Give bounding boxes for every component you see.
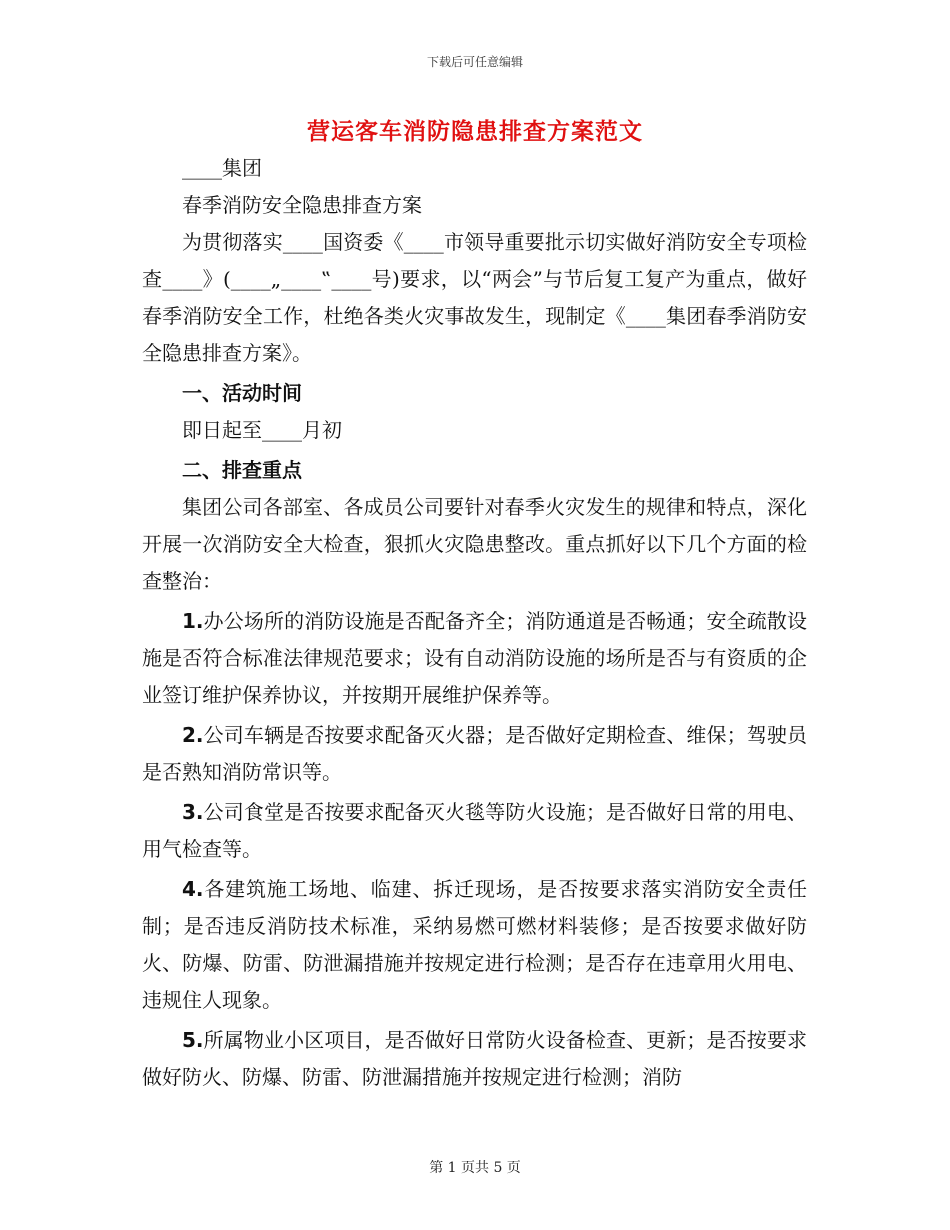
section-intro-inspection-focus: 集团公司各部室、各成员公司要针对春季火灾发生的规律和特点，深化开展一次消防安全大检查，狠抓火灾隐患整改。重点抓好以下几个方面的检查整治： <box>142 495 807 593</box>
list-item-text: 公司车辆是否按要求配备灭火器；是否做好定期检查、维保；驾驶员是否熟知消防常识等。 <box>142 723 807 784</box>
list-item <box>142 717 807 791</box>
list-item <box>142 1022 807 1096</box>
section-heading-inspection-focus: 二、排查重点 <box>182 458 302 482</box>
list-item-text: 公司食堂是否按要求配备灭火毯等防火设施；是否做好日常的用电、用气检查等。 <box>142 800 807 861</box>
section-text-activity-time: 即日起至____月初 <box>182 418 342 442</box>
list-item-number: 2. <box>182 723 204 747</box>
list-item-text: 所属物业小区项目，是否做好日常防火设备检查、更新；是否按要求做好防火、防爆、防雷、防泄漏措施并按规定进行检测；消防 <box>142 1028 807 1089</box>
list-item-number: 5. <box>182 1028 204 1052</box>
list-item-number: 4. <box>182 877 204 901</box>
document-body <box>142 150 807 1096</box>
list-item <box>142 871 807 1019</box>
list-item-number: 1. <box>182 609 204 633</box>
page-footer: 第 1 页共 5 页 <box>429 1160 521 1176</box>
paragraph-plan-name: 春季消防安全隐患排查方案 <box>182 193 422 217</box>
list-item <box>142 794 807 868</box>
document-title: 营运客车消防隐患排查方案范文 <box>307 118 643 145</box>
section-heading-activity-time: 一、活动时间 <box>182 381 302 405</box>
header-note: 下载后可任意编辑 <box>426 55 523 69</box>
paragraph-intro: 为贯彻落实____国资委《____市领导重要批示切实做好消防安全专项检查____》(____„____‟____号)要求，以“两会”与节后复工复产为重点，做好春季消防安全工作，杜绝各类火灾事故发生，现制定《____集团春季消防安全隐患排查方案》。 <box>142 230 807 365</box>
list-item-text: 办公场所的消防设施是否配备齐全；消防通道是否畅通；安全疏散设施是否符合标准法律规范要求；设有自动消防设施的场所是否与有资质的企业签订维护保养协议，并按期开展维护保养等。 <box>142 609 807 707</box>
list-item <box>142 603 807 714</box>
paragraph-group-name: ____集团 <box>182 156 262 180</box>
list-item-number: 3. <box>182 800 204 824</box>
list-item-text: 各建筑施工场地、临建、拆迁现场，是否按要求落实消防安全责任制；是否违反消防技术标准，采纳易燃可燃材料装修；是否按要求做好防火、防爆、防雷、防泄漏措施并按规定进行检测；是否存在违章用火用电、违规住人现象。 <box>142 877 807 1012</box>
